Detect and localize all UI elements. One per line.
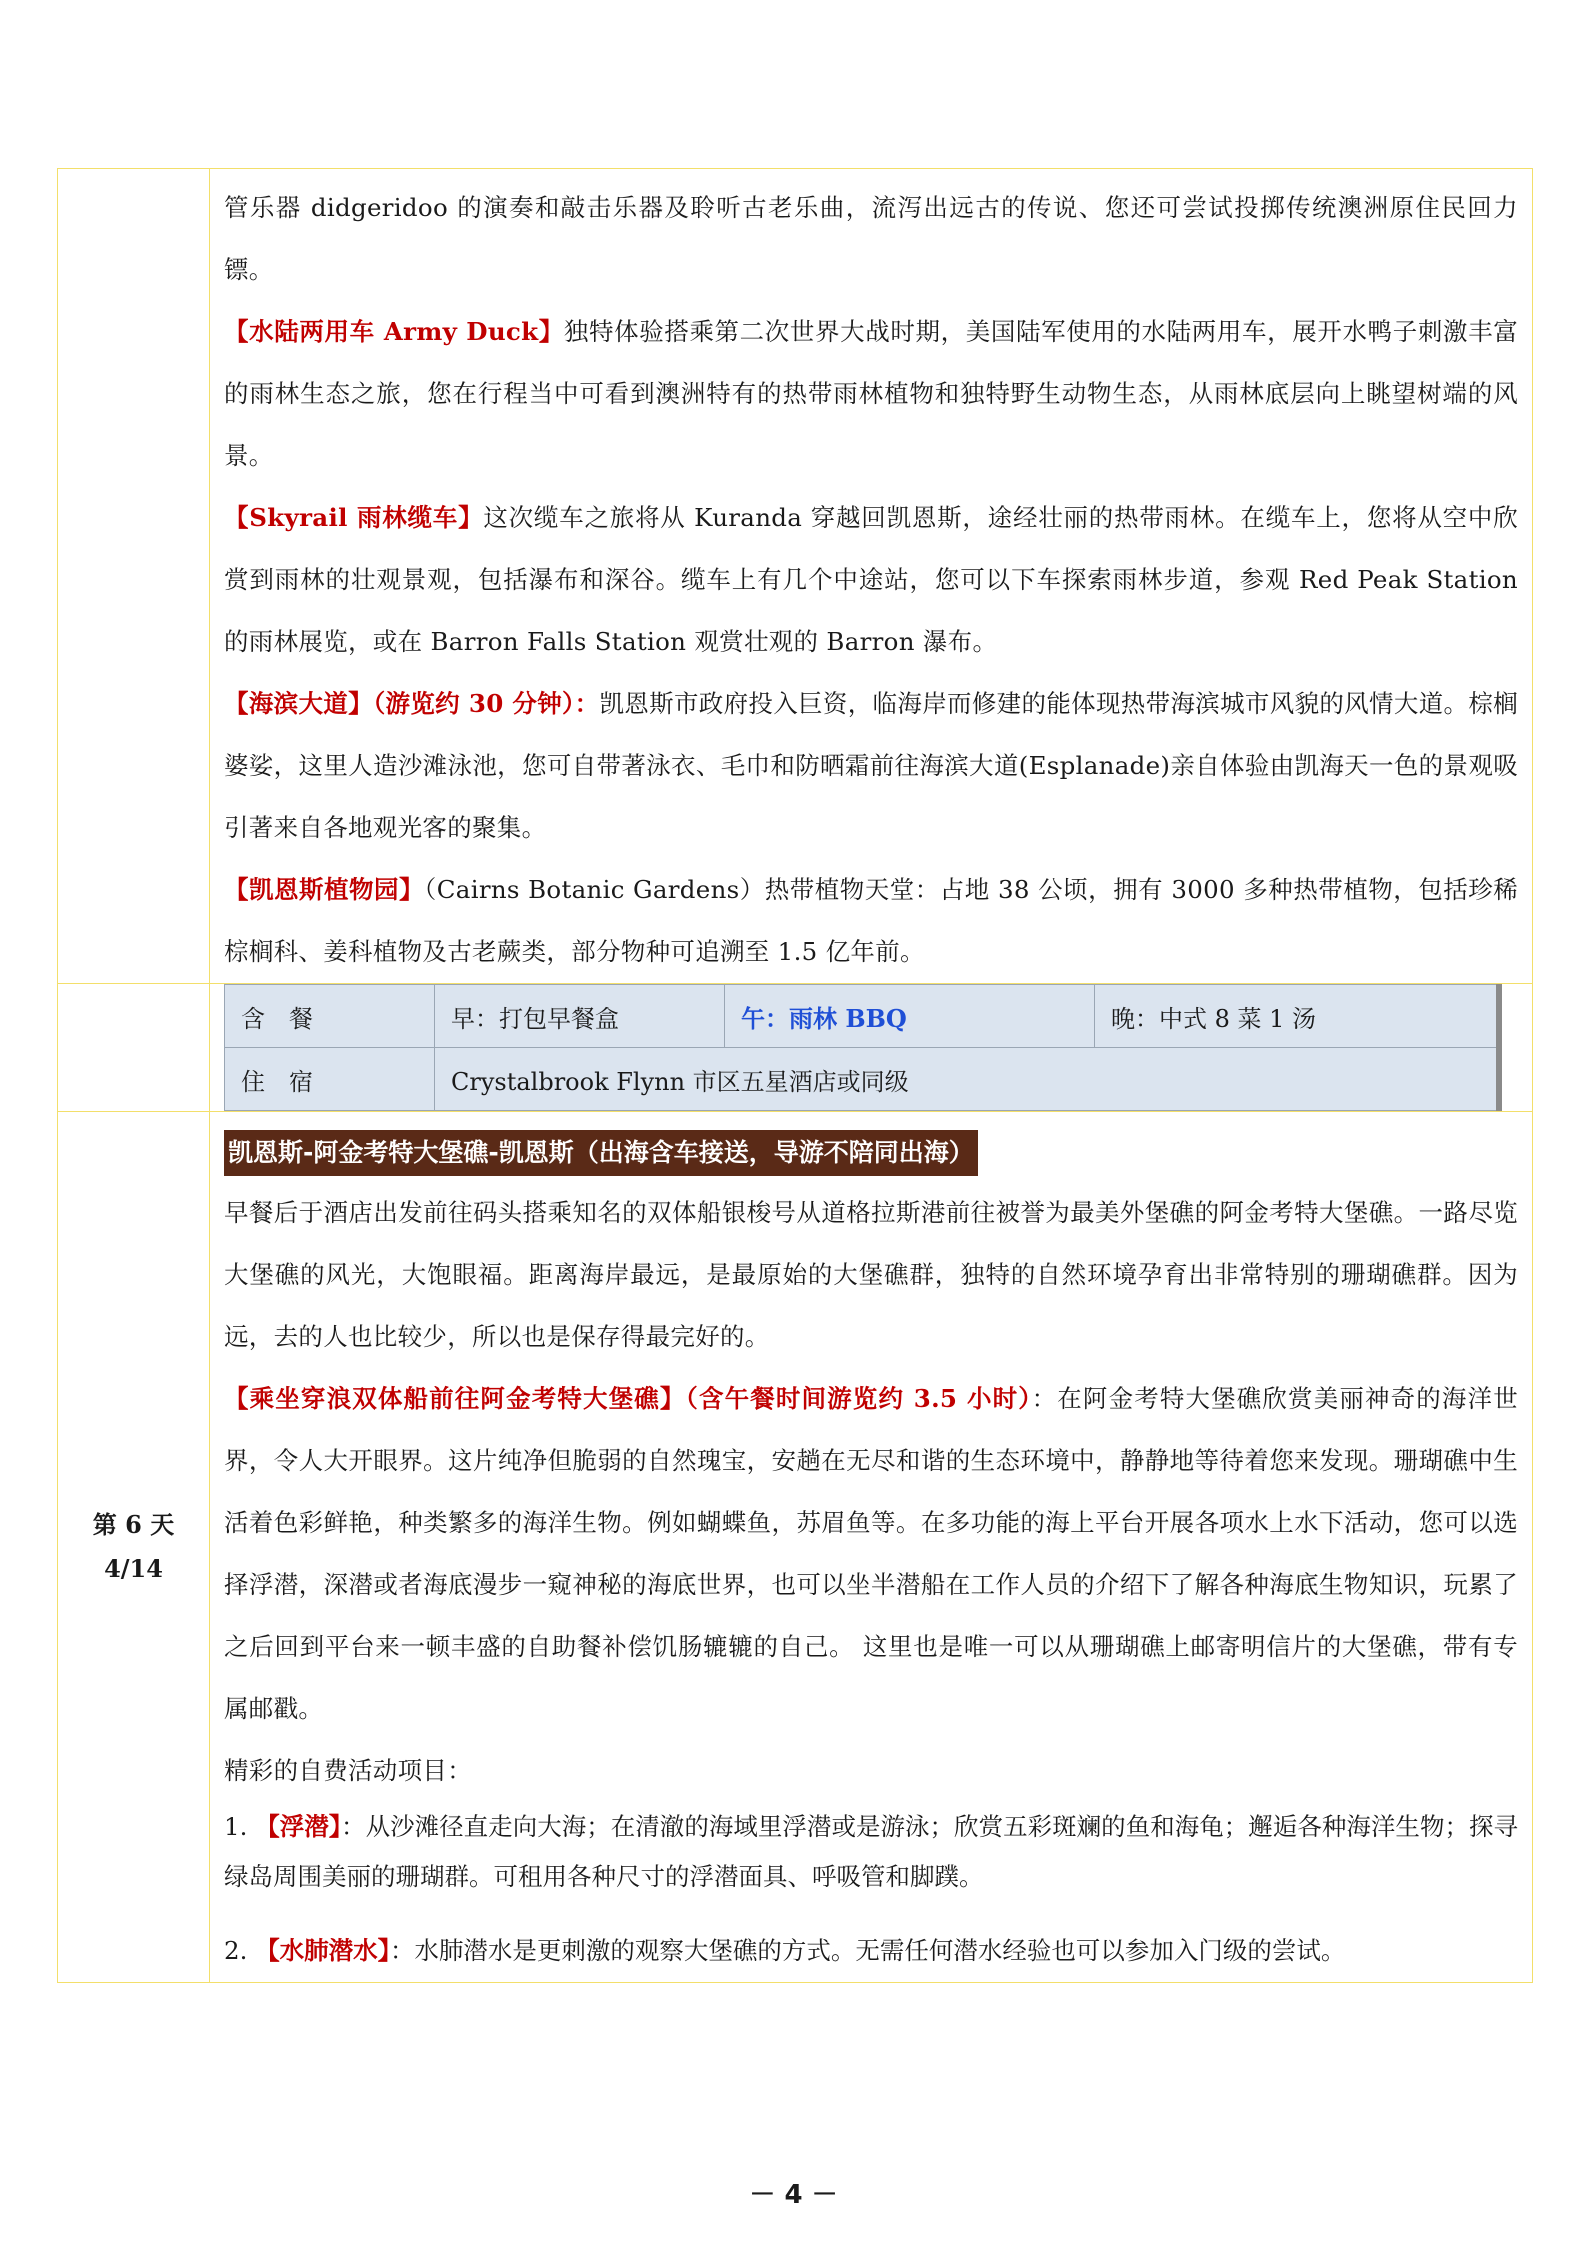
day5-content-cell bbox=[210, 169, 1533, 984]
meal-label: 含 餐 bbox=[225, 985, 435, 1048]
optional-item-scuba bbox=[224, 1926, 1518, 1982]
day5-meal-cell bbox=[210, 984, 1533, 1112]
item2-body: ：水肺潜水是更刺激的观察大堡礁的方式。无需任何潜水经验也可以参加入门级的尝试。 bbox=[389, 1936, 1346, 1965]
page-number: － 4 － bbox=[749, 2180, 838, 2210]
day5-meal-label-cell bbox=[58, 984, 210, 1112]
day6-date: 4/14 bbox=[104, 1554, 163, 1583]
day6-row bbox=[58, 1112, 1533, 1983]
botanic-body: （Cairns Botanic Gardens）热带植物天堂：占地 38 公顷，拥有 3000 多种热带植物，包括珍稀棕榈科、姜科植物及古老蕨类，部分物种可追溯至 1.5 亿年前。 bbox=[224, 875, 1518, 966]
day5-para-army-duck bbox=[224, 301, 1518, 487]
botanic-title: 【凯恩斯植物园】 bbox=[224, 875, 424, 904]
item2-number: 2. bbox=[224, 1936, 248, 1965]
item1-body: ：从沙滩径直走向大海；在清澈的海域里浮潜或是游泳；欣赏五彩斑斓的鱼和海龟；邂逅各种海洋生物；探寻绿岛周围美丽的珊瑚群。可租用各种尺寸的浮潜面具、呼吸管和脚蹼。 bbox=[224, 1812, 1519, 1891]
day5-para-botanic bbox=[224, 859, 1518, 983]
skyrail-title: 【Skyrail 雨林缆车】 bbox=[224, 503, 484, 532]
day5-content-row bbox=[58, 169, 1533, 984]
day6-title: 凯恩斯-阿金考特大堡礁-凯恩斯（出海含车接送，导游不陪同出海） bbox=[224, 1130, 978, 1176]
reef-title: 【乘坐穿浪双体船前往阿金考特大堡礁】（含午餐时间游览约 3.5 小时） bbox=[224, 1384, 1032, 1413]
day6-para-reef bbox=[224, 1368, 1518, 1740]
day6-para-1: 早餐后于酒店出发前往码头搭乘知名的双体船银梭号从道格拉斯港前往被誉为最美外堡礁的阿金考特大堡礁。一路尽览大堡礁的风光，大饱眼福。距离海岸最远，是最原始的大堡礁群，独特的自然环境孕育出非常特别的珊瑚礁群。因为远，去的人也比较少，所以也是保存得最完好的。 bbox=[224, 1198, 1518, 1351]
meal-lunch: 午：雨林 BBQ bbox=[725, 985, 1095, 1048]
itinerary-table bbox=[57, 168, 1533, 1983]
day6-day-label: 第 6 天 bbox=[92, 1510, 175, 1539]
army-duck-body: 独特体验搭乘第二次世界大战时期，美国陆军使用的水陆两用车，展开水鸭子刺激丰富的雨林生态之旅，您在行程当中可看到澳洲特有的热带雨林植物和独特野生动物生态，从雨林底层向上眺望树端的风景。 bbox=[224, 317, 1518, 470]
esplanade-body: 凯恩斯市政府投入巨资，临海岸而修建的能体现热带海滨城市风貌的风情大道。棕榈婆娑，这里人造沙滩泳池，您可自带著泳衣、毛巾和防晒霜前往海滨大道(Esplanade)亲自体验由凯海天一色的景观吸引著来自各地观光客的聚集。 bbox=[224, 689, 1518, 842]
hotel-row bbox=[225, 1048, 1500, 1111]
army-duck-title: 【水陆两用车 Army Duck】 bbox=[224, 317, 564, 346]
optional-item-snorkel bbox=[224, 1802, 1518, 1902]
day5-label-cell bbox=[58, 169, 210, 984]
reef-body: ：在阿金考特大堡礁欣赏美丽神奇的海洋世界，令人大开眼界。这片纯净但脆弱的自然瑰宝，安趟在无尽和谐的生态环境中，静静地等待着您来发现。珊瑚礁中生活着色彩鲜艳，种类繁多的海洋生物。例如蝴蝶鱼，苏眉鱼等。在多功能的海上平台开展各项水上水下活动，您可以选择浮潜，深潜或者海底漫步一窥神秘的海底世界，也可以坐半潜船在工作人员的介绍下了解各种海底生物知识，玩累了之后回到平台来一顿丰盛的自助餐补偿饥肠辘辘的自己。 这里也是唯一可以从珊瑚礁上邮寄明信片的大堡礁，带有专属邮戳。 bbox=[224, 1384, 1518, 1723]
meal-breakfast: 早：打包早餐盒 bbox=[435, 985, 725, 1048]
esplanade-title: 【海滨大道】（游览约 30 分钟）： bbox=[224, 689, 600, 718]
day6-content-cell bbox=[210, 1112, 1533, 1983]
item2-title: 【水肺潜水】 bbox=[255, 1936, 390, 1965]
day5-para-1: 管乐器 didgeridoo 的演奏和敲击乐器及聆听古老乐曲，流泻出远古的传说、您还可尝试投掷传统澳洲原住民回力镖。 bbox=[224, 193, 1518, 284]
meal-dinner: 晚：中式 8 菜 1 汤 bbox=[1095, 985, 1500, 1048]
meal-table bbox=[224, 984, 1502, 1111]
item1-number: 1. bbox=[224, 1812, 248, 1841]
day5-para-skyrail bbox=[224, 487, 1518, 673]
day6-label-cell bbox=[58, 1112, 210, 1983]
optional-heading: 精彩的自费活动项目： bbox=[224, 1756, 472, 1785]
meal-row bbox=[225, 985, 1500, 1048]
hotel-value: Crystalbrook Flynn 市区五星酒店或同级 bbox=[435, 1048, 1500, 1111]
item1-title: 【浮潜】 bbox=[255, 1812, 342, 1841]
skyrail-body: 这次缆车之旅将从 Kuranda 穿越回凯恩斯，途经壮丽的热带雨林。在缆车上，您将从空中欣赏到雨林的壮观景观，包括瀑布和深谷。缆车上有几个中途站，您可以下车探索雨林步道，参观 Red Peak Station 的雨林展览，或在 Barron Falls Station 观赏壮观的 Barron 瀑布。 bbox=[224, 503, 1518, 656]
hotel-label: 住 宿 bbox=[225, 1048, 435, 1111]
day5-para-esplanade bbox=[224, 673, 1518, 859]
day5-meal-row bbox=[58, 984, 1533, 1112]
